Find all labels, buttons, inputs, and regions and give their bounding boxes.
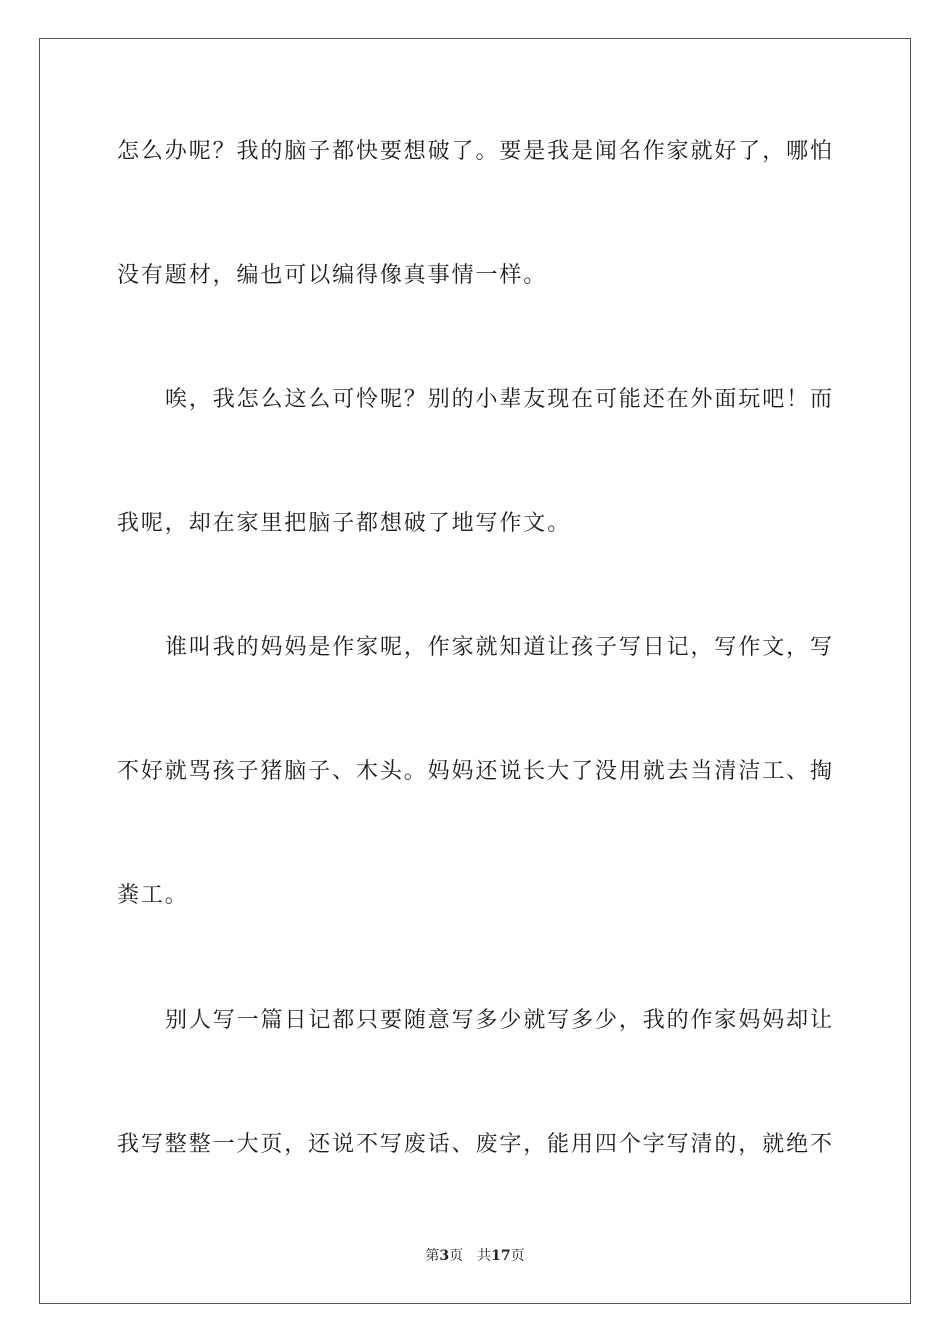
page-frame [39, 38, 911, 1304]
total-suffix: 页 [510, 1248, 525, 1264]
total-prefix: 共 [477, 1248, 492, 1264]
text-line-9: 我写整整一大页，还说不写废话、废字，能用四个字写清的，就绝不 [117, 1132, 832, 1157]
text-line-4: 我呢，却在家里把脑子都想破了地写作文。 [117, 511, 572, 536]
page-footer [0, 1246, 950, 1266]
text-line-1: 怎么办呢？我的脑子都快要想破了。要是我是闻名作家就好了，哪怕 [117, 139, 832, 164]
page-suffix: 页 [449, 1248, 464, 1264]
text-line-6: 不好就骂孩子猪脑子、木头。妈妈还说长大了没用就去当清洁工、掏 [117, 759, 832, 784]
text-line-7: 粪工。 [117, 883, 189, 908]
text-line-5: 谁叫我的妈妈是作家呢，作家就知道让孩子写日记，写作文，写 [165, 635, 832, 660]
text-line-3: 唉，我怎么这么可怜呢？别的小辈友现在可能还在外面玩吧！而 [165, 387, 832, 412]
total-pages: 17 [491, 1248, 511, 1264]
text-line-8: 别人写一篇日记都只要随意写多少就写多少，我的作家妈妈却让 [165, 1008, 832, 1033]
page-number: 3 [439, 1248, 450, 1264]
text-line-2: 没有题材，编也可以编得像真事情一样。 [117, 263, 548, 288]
page-prefix: 第 [425, 1248, 440, 1264]
